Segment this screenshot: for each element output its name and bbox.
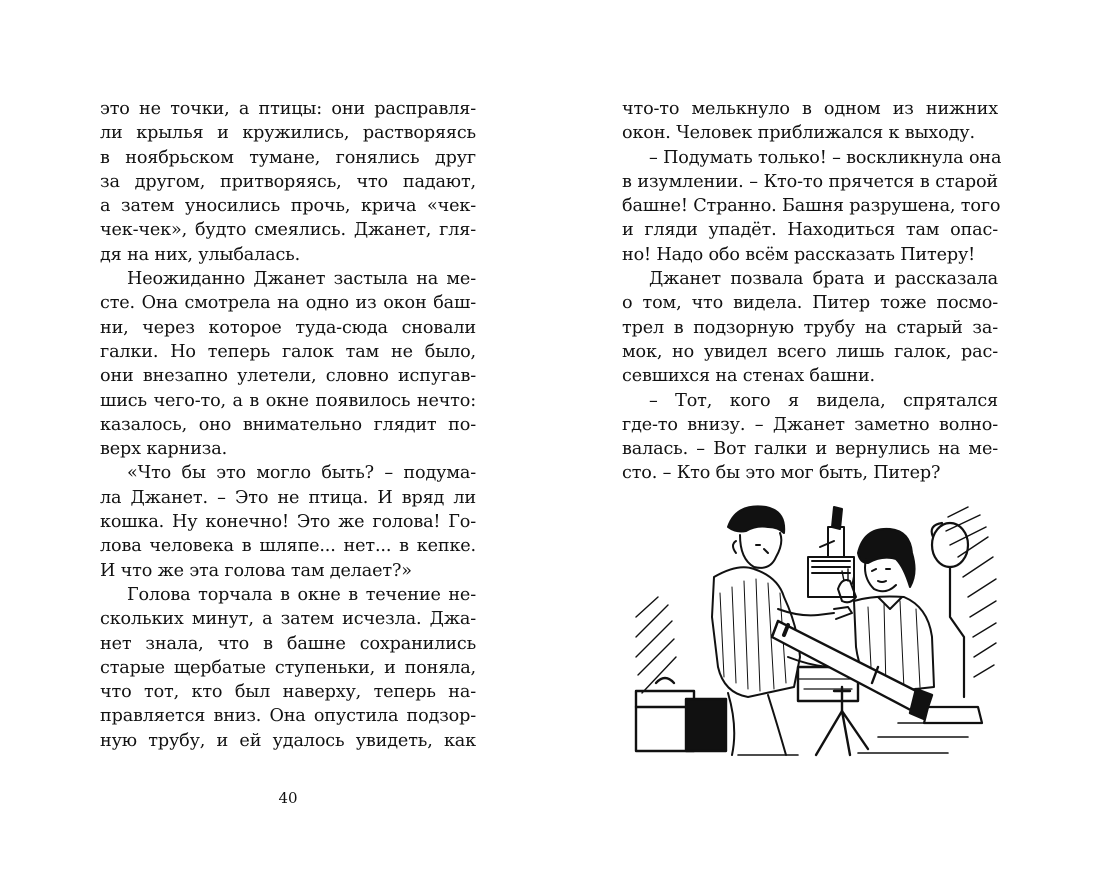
text-line: правляется вниз. Она опустила подзор- [100, 706, 476, 727]
paragraph-first-line: «Что бы это могло быть? – подума- [127, 463, 476, 484]
paragraph-first-line: Джанет позвала брата и рассказала [649, 269, 998, 290]
text-line: нет знала, что в башне сохранились [100, 633, 476, 654]
paragraph-first-line: – Тот, кого я видела, спрятался [649, 390, 998, 411]
text-line: валась. – Вот галки и вернулись на ме- [622, 439, 998, 460]
text-line: ла Джанет. – Это не птица. И вряд ли [100, 487, 476, 508]
text-line: шись чего-то, а в окне появилось нечто: [100, 390, 476, 411]
floor-lines [738, 723, 980, 755]
page-number: 40 [278, 789, 298, 807]
boy-and-girl-with-telescope-illustration [628, 497, 1000, 759]
text-line: кошка. Ну конечно! Это же голова! Го- [100, 512, 476, 533]
paragraph-first-line: – Подумать только! – воскликнула она [649, 147, 1002, 168]
text-line: мок, но увидел всего лишь галок, рас- [622, 341, 998, 362]
text-line: старые щербатые ступеньки, и поняла, [100, 657, 476, 678]
text-line: ни, через которое туда-сюда сновали [100, 317, 476, 338]
paragraph-first-line: Голова торчала в окне в течение не- [127, 584, 476, 605]
text-line: дя на них, улыбалась. [100, 244, 301, 265]
text-line: где-то внизу. – Джанет заметно волно- [622, 414, 998, 435]
text-line: сто. – Кто бы это мог быть, Питер? [622, 463, 941, 484]
telescope-shape [772, 621, 932, 755]
text-line: это не точки, а птицы: они расправля- [100, 99, 476, 119]
text-line: верх карниза. [100, 439, 228, 460]
text-line: в ноябрьском тумане, гонялись друг [100, 147, 476, 168]
text-line: что тот, кто был наверху, теперь на- [100, 682, 476, 703]
left-page-text [100, 97, 476, 753]
text-line: скольких минут, а затем исчезла. Джа- [100, 609, 476, 630]
text-line: а затем уносились прочь, крича «чек- [100, 196, 476, 217]
text-line: они внезапно улетели, словно испугав- [100, 366, 476, 387]
right-page-text [622, 97, 1002, 486]
text-line: ную трубу, и ей удалось увидеть, как [100, 730, 476, 751]
text-line: ли крылья и кружились, растворяясь [100, 123, 476, 144]
lamp-shape [924, 523, 982, 723]
text-line: казалось, оно внимательно глядит по- [100, 414, 476, 435]
paragraph-first-line: Неожиданно Джанет застыла на ме- [127, 269, 476, 290]
text-line: сте. Она смотрела на одно из окон баш- [100, 293, 476, 314]
text-line: трел в подзорную трубу на старый за- [622, 317, 998, 338]
text-line: И что же эта голова там делает?» [100, 560, 412, 581]
text-line: башне! Странно. Башня разрушена, того [622, 196, 1001, 217]
text-line: окон. Человек приближался к выходу. [622, 123, 975, 144]
text-line: о том, что видела. Питер тоже посмо- [622, 293, 998, 314]
text-line: что-то мелькнуло в одном из нижних [622, 99, 998, 119]
shelf-boxes [808, 507, 854, 597]
text-line: галки. Но теперь галок там не было, [100, 341, 476, 362]
text-line: но! Надо обо всём рассказать Питеру! [622, 244, 976, 265]
text-line: лова человека в шляпе... нет... в кепке. [100, 536, 476, 557]
text-line: и гляди упадёт. Находиться там опас- [622, 220, 998, 241]
text-line: севшихся на стенах башни. [622, 366, 875, 387]
text-line: в изумлении. – Кто-то прячется в старой [622, 171, 998, 192]
text-line: чек-чек», будто смеялись. Джанет, гля- [100, 220, 476, 241]
text-line: за другом, притворяясь, что падают, [100, 171, 476, 192]
